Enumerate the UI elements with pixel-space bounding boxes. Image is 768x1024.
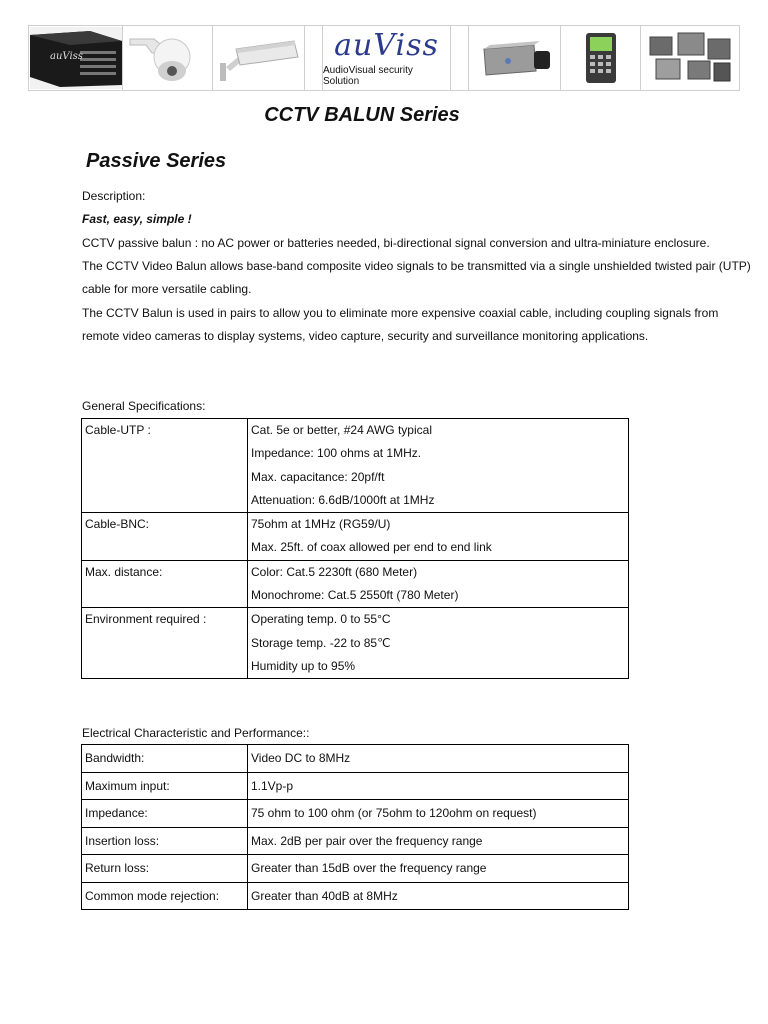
spec-value: Humidity up to 95% xyxy=(251,658,356,673)
spec-value: Max. 25ft. of coax allowed per end to end link xyxy=(251,540,492,555)
series-subtitle: Passive Series xyxy=(86,150,227,172)
dvr-rack-image xyxy=(29,26,123,90)
description-line: remote video cameras to display systems, video capture, security and surveillance monitoring applications. xyxy=(82,329,649,343)
spec-value: Attenuation: 6.6dB/1000ft at 1MHz xyxy=(251,492,435,507)
general-spec-heading: General Specifications: xyxy=(82,399,206,413)
table-row xyxy=(82,513,629,561)
spec-value: Operating temp. 0 to 55°C xyxy=(251,612,391,627)
page-title: CCTV BALUN Series xyxy=(264,104,460,126)
spec-key: Cable-BNC: xyxy=(85,517,150,532)
spec-value: Max. 2dB per pair over the frequency range xyxy=(248,827,629,855)
spec-key: Common mode rejection: xyxy=(82,882,248,910)
header-banner xyxy=(28,25,740,91)
table-row xyxy=(82,882,629,910)
table-row xyxy=(82,419,629,513)
spec-key: Impedance: xyxy=(82,800,248,828)
table-row xyxy=(82,745,629,773)
dome-camera-image xyxy=(123,26,213,90)
description-label: Description: xyxy=(82,189,146,203)
table-row xyxy=(82,772,629,800)
spec-value: Color: Cat.5 2230ft (680 Meter) xyxy=(251,564,418,579)
auviss-logo xyxy=(323,26,451,90)
monitors-image xyxy=(641,26,739,90)
spec-key: Environment required : xyxy=(85,612,207,627)
spec-value: Monochrome: Cat.5 2550ft (780 Meter) xyxy=(251,588,459,603)
electrical-spec-table xyxy=(81,744,629,910)
spec-key: Maximum input: xyxy=(82,772,248,800)
spec-value: Max. capacitance: 20pf/ft xyxy=(251,469,385,484)
box-camera-image xyxy=(469,26,561,90)
table-row xyxy=(82,827,629,855)
logo-tagline: AudioVisual security Solution xyxy=(323,65,413,87)
spec-key: Cable-UTP : xyxy=(85,423,151,437)
dvr-logo: auViss xyxy=(49,51,83,62)
description-line: CCTV passive balun : no AC power or batteries needed, bi-directional signal conversion and ultra-miniature enclosure. xyxy=(82,236,710,250)
spec-value: Video DC to 8MHz xyxy=(248,745,629,773)
electrical-heading: Electrical Characteristic and Performance:: xyxy=(82,726,310,740)
spec-value: Greater than 40dB at 8MHz xyxy=(248,882,629,910)
table-row xyxy=(82,855,629,883)
spec-value: 1.1Vp-p xyxy=(248,772,629,800)
description-line: The CCTV Video Balun allows base-band composite video signals to be transmitted via a single unshielded twisted pair (UTP) xyxy=(82,259,751,273)
description-line: The CCTV Balun is used in pairs to allow you to eliminate more expensive coaxial cable, including coupling signals from xyxy=(82,306,719,320)
spec-value: Greater than 15dB over the frequency range xyxy=(248,855,629,883)
spec-value: Cat. 5e or better, #24 AWG typical xyxy=(251,423,432,437)
access-control-image xyxy=(561,26,641,90)
logo-wordmark: auViss xyxy=(334,28,439,63)
spec-key: Return loss: xyxy=(82,855,248,883)
general-spec-table xyxy=(81,418,629,679)
spec-value: Storage temp. -22 to 85℃ xyxy=(251,635,391,650)
table-row xyxy=(82,608,629,679)
spec-value: 75 ohm to 100 ohm (or 75ohm to 120ohm on request) xyxy=(248,800,629,828)
spec-value: Impedance: 100 ohms at 1MHz. xyxy=(251,446,422,461)
spec-key: Insertion loss: xyxy=(82,827,248,855)
table-row xyxy=(82,560,629,608)
spec-key: Bandwidth: xyxy=(82,745,248,773)
spec-key: Max. distance: xyxy=(85,564,163,579)
housing-camera-image xyxy=(213,26,305,90)
description-tagline: Fast, easy, simple ! xyxy=(82,212,192,226)
spec-value: 75ohm at 1MHz (RG59/U) xyxy=(251,517,391,532)
table-row xyxy=(82,800,629,828)
description-line: cable for more versatile cabling. xyxy=(82,282,252,296)
